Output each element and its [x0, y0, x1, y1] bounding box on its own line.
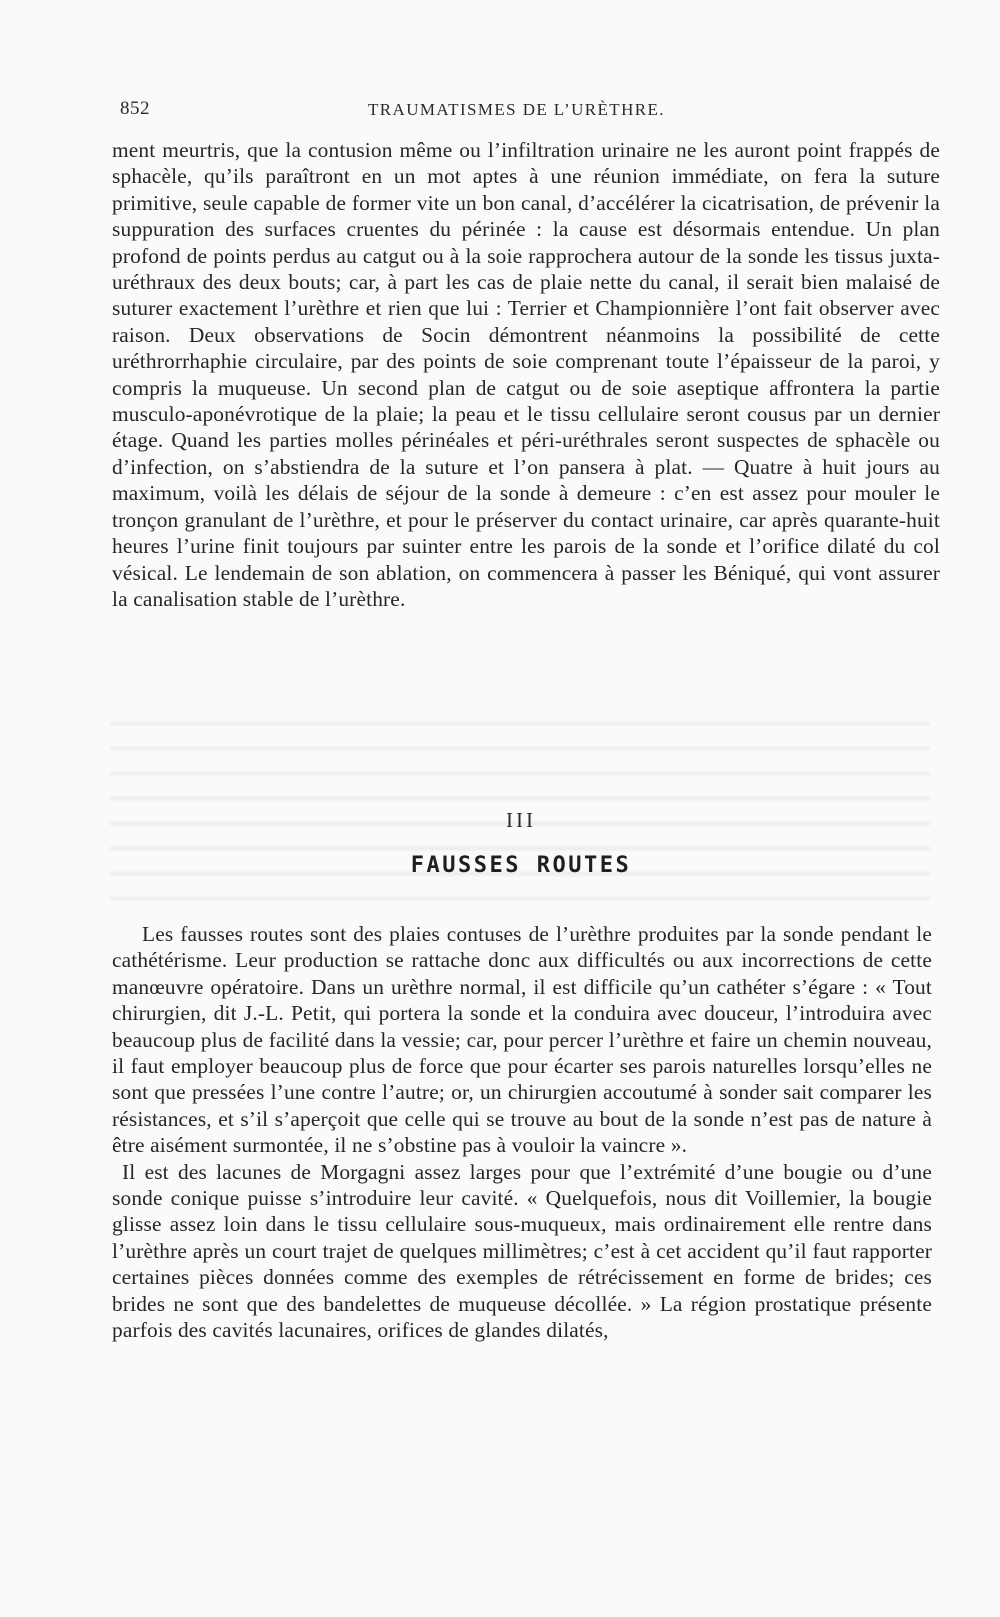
section-title: FAUSSES ROUTES — [410, 853, 632, 878]
paragraph: ment meurtris, que la contusion même ou l’infiltration urinaire ne les auront point frappés de sphacèle, qu’ils paraîtront en un mot aptes à une réunion immédiate, on fera la suture primitive, seule capable de former vite un bon canal, d’accélérer la cicatrisation, de prévenir la suppuration des surfaces cruentes du périnée : la cause est désormais entendue. Un plan profond de points perdus au catgut ou à la soie rapprochera autour de la sonde les tissus juxta-uréthraux des deux bouts; car, à part les cas de plaie nette du canal, il serait bien malaisé de suturer exactement l’urèthre et rien que lui : Terrier et Championnière l’ont fait observer avec raison. Deux observations de Socin démontrent néanmoins la possibilité de cette uréthrorrhaphie circulaire, par des points de soie comprenant toute l’épaisseur de la paroi, y compris la muqueuse. Un second plan de catgut ou de soie aseptique affrontera la partie musculo-aponévrotique de la plaie; la peau et le tissu cellulaire seront cousus par un dernier étage. Quand les parties molles périnéales et péri-uréthrales seront suspectes de sphacèle ou d’infection, on s’abstiendra de la suture et l’on pansera à plat. — Quatre à huit jours au maximum, voilà les délais de séjour de la sonde à demeure : c’en est assez pour mouler le tronçon granulant de l’urèthre, et pour le préserver du contact urinaire, car après quarante-huit heures l’urine finit toujours par suinter entre les parois de la sonde et l’orifice dilaté du col vésical. Le lendemain de son ablation, on commencera à passer les Béniqué, qui vont assurer la canalisation stable de l’urèthre. — [112, 138, 940, 611]
running-head: TRAUMATISMES DE L’URÈTHRE. — [368, 100, 665, 119]
page-header — [120, 98, 930, 126]
body-text-bottom — [112, 921, 932, 1344]
paragraph: Les fausses routes sont des plaies contuses de l’urèthre produites par la sonde pendant le cathétérisme. Leur production se rattache donc aux difficultés ou aux incorrections de cette manœuvre opératoire. Dans un urèthre normal, il est difficile qu’un cathéter s’égare : « Tout chirurgien, dit J.-L. Petit, qui portera la sonde et la conduira avec douceur, l’introduira avec beaucoup plus de facilité dans la vessie; car, pour percer l’urèthre et faire un chemin nouveau, il faut employer beaucoup plus de force que pour écarter ses parois naturelles lorsqu’elles ne sont que pressées l’une contre l’autre; or, un chirurgien accoutumé à sonder sait comparer les résistances, et s’il s’aperçoit que celle qui se trouve au bout de la sonde n’est pas de nature à être aisément surmontée, il ne s’obstine pas à vouloir la vaincre ». — [112, 922, 932, 1158]
body-text-top — [112, 137, 940, 612]
paragraph: Il est des lacunes de Morgagni assez larges pour que l’extrémité d’une bougie ou d’une sonde conique puisse s’introduire leur cavité. « Quelquefois, nous dit Voillemier, la bougie glisse assez loin dans le tissu cellulaire sous-muqueux, mais ordinairement elle rentre dans l’urèthre après un court trajet de quelques millimètres; c’est à cet accident qu’il faut rapporter certaines pièces données comme des exemples de rétrécissement en forme de brides; ces brides ne sont que des bandelettes de muqueuse décollée. » La région prostatique présente parfois des cavités lacunaires, orifices de glandes dilatés, — [112, 1159, 932, 1343]
section-number: III — [506, 808, 536, 832]
page-number: 852 — [120, 98, 150, 119]
